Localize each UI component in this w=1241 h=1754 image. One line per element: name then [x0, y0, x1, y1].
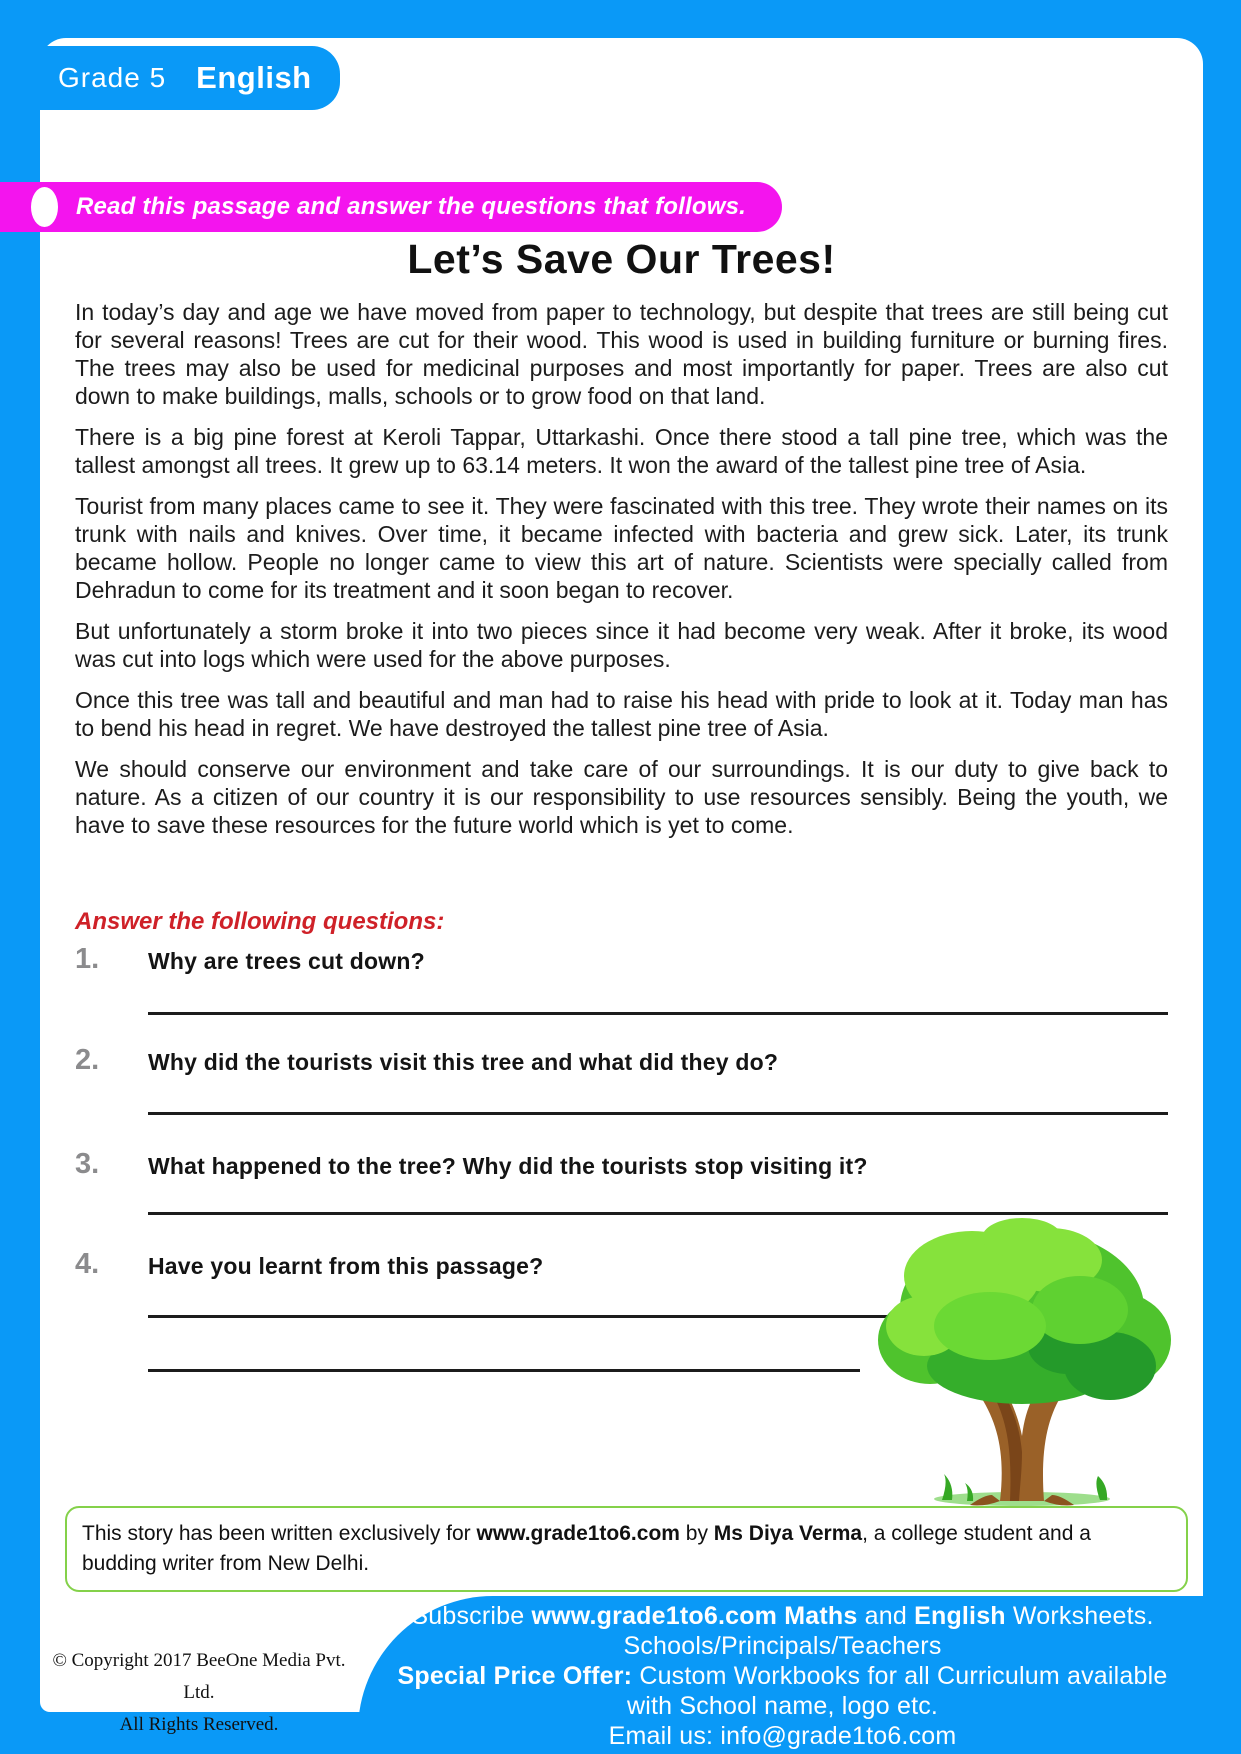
grade-subject-tab	[40, 46, 340, 110]
tree-illustration	[872, 1208, 1177, 1508]
copyright-line: All Rights Reserved.	[119, 1714, 279, 1735]
subject-label: English	[196, 60, 312, 95]
answer-line-q1[interactable]	[148, 1012, 1168, 1015]
note-site-link[interactable]: www.grade1to6.com	[476, 1522, 680, 1545]
question-text: Why did the tourists visit this tree and what did they do?	[148, 1049, 779, 1075]
passage-title: Let’s Save Our Trees!	[407, 236, 836, 282]
passage-paragraph: There is a big pine forest at Keroli Tappar, Uttarkashi. Once there stood a tall pine tree, which was the tallest amongst all trees. It grew up to 63.14 meters. It won the award of the tallest pine tree of Asia.	[75, 424, 1168, 478]
footer-line-email	[362, 1721, 1203, 1751]
question-number: 2.	[75, 1044, 100, 1076]
footer-email-link[interactable]: Email us: info@grade1to6.com	[608, 1722, 957, 1750]
note-text: by	[679, 1522, 714, 1545]
author-note-box	[65, 1506, 1188, 1592]
note-text: This story has been written exclusively for	[82, 1522, 477, 1545]
note-text: , a college student and a budding writer from New Delhi.	[82, 1522, 1091, 1575]
passage-body	[75, 298, 1168, 852]
footer-text-part: Worksheets.	[1005, 1602, 1154, 1630]
footer-promo-text	[362, 1601, 1203, 1751]
passage-paragraph: But unfortunately a storm broke it into two pieces since it had become very weak. After it broke, its wood was cut into logs which were used for the above purposes.	[75, 618, 1168, 672]
footer-site-link[interactable]: www.grade1to6.com Maths	[531, 1602, 858, 1630]
passage-paragraph: We should conserve our environment and take care of our surroundings. It is our duty to give back to nature. As a citizen of our country it is our responsibility to use resources sensibly. Being the youth, we have to save these resources for the future world which is yet to come.	[75, 756, 1168, 838]
question-number: 3.	[75, 1148, 100, 1180]
footer-text-part: Special Price Offer:	[397, 1662, 640, 1690]
answer-line-q4-a[interactable]	[148, 1315, 900, 1318]
question-text: Have you learnt from this passage?	[148, 1253, 544, 1279]
question-text: Why are trees cut down?	[148, 948, 425, 974]
footer-line-offer	[362, 1661, 1203, 1691]
passage-paragraph: Tourist from many places came to see it. They were fascinated with this tree. They wrote their names on its trunk with nails and knives. Over time, it became infected with bacteria and grew sick. Later, its trunk became hollow. People no longer came to view this art of nature. Scientists were specially called from Dehradun to come for its treatment and it soon began to recover.	[75, 493, 1168, 603]
note-author-name: Ms Diya Verma	[713, 1522, 863, 1545]
copyright-notice	[46, 1645, 352, 1741]
answer-line-q2[interactable]	[148, 1112, 1168, 1115]
copyright-line: © Copyright 2017 BeeOne Media Pvt. Ltd.	[52, 1650, 346, 1703]
instruction-banner	[0, 182, 782, 232]
question-number: 4.	[75, 1248, 100, 1280]
footer-line-audience	[362, 1631, 1203, 1661]
questions-heading: Answer the following questions:	[75, 908, 445, 935]
question-number: 1.	[75, 943, 100, 975]
answer-line-q4-b[interactable]	[148, 1369, 860, 1372]
banner-bullet-icon	[31, 187, 58, 227]
footer-text-part: Subscribe	[411, 1602, 532, 1630]
footer-text-part: and	[857, 1602, 915, 1630]
footer-text-part: English	[914, 1602, 1006, 1630]
passage-paragraph: Once this tree was tall and beautiful and man had to raise his head with pride to look at it. Today man has to bend his head in regret. We have destroyed the tallest pine tree of Asia.	[75, 687, 1168, 741]
footer-line-subscribe	[362, 1601, 1203, 1631]
question-text: What happened to the tree? Why did the tourists stop visiting it?	[148, 1153, 868, 1179]
footer-text-part: Schools/Principals/Teachers	[623, 1632, 942, 1660]
footer-text-part: with School name, logo etc.	[626, 1692, 939, 1720]
footer-line-custom	[362, 1691, 1203, 1721]
passage-paragraph: In today’s day and age we have moved from paper to technology, but despite that trees are still being cut for several reasons! Trees are cut for their wood. This wood is used in building furniture or burning fires. The trees may also be used for medicinal purposes and most importantly for paper. Trees are also cut down to make buildings, malls, schools or to grow food on that land.	[75, 299, 1168, 409]
footer-text-part: Custom Workbooks for all Curriculum available	[639, 1662, 1168, 1690]
instruction-text: Read this passage and answer the questions that follows.	[76, 193, 747, 220]
grade-label: Grade 5	[58, 62, 167, 93]
